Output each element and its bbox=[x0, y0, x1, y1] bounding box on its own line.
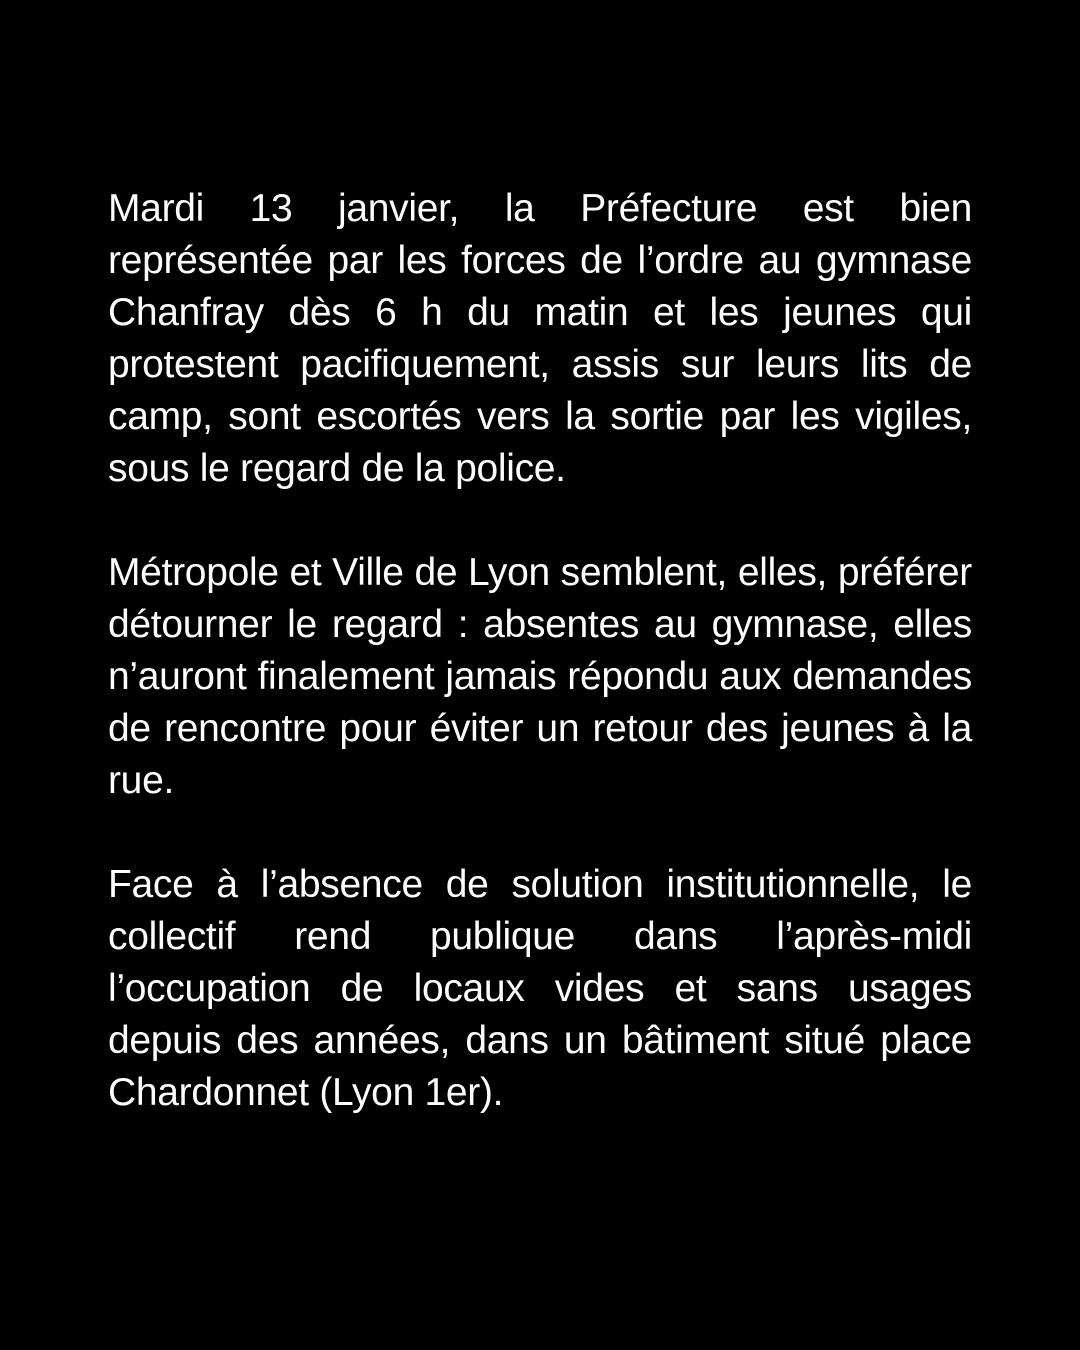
post-text-block bbox=[108, 183, 972, 1119]
paragraph-3: Face à l’absence de solution institutionnelle, le collectif rend publique dans l’après-midi l’occupation de locaux vides et sans usages depuis des années, dans un bâtiment situé place Chardonnet (Lyon 1er). bbox=[108, 863, 972, 1114]
paragraph-1: Mardi 13 janvier, la Préfecture est bien représentée par les forces de l’ordre au gymnase Chanfray dès 6 h du matin et les jeunes qui protestent pacifiquement, assis sur leurs lits de camp, sont escortés vers la sortie par les vigiles, sous le regard de la police. bbox=[108, 187, 972, 490]
paragraph-2: Métropole et Ville de Lyon semblent, elles, préférer détourner le regard : absentes au gymnase, elles n’auront finalement jamais répondu aux demandes de rencontre pour éviter un retour des jeunes à la rue. bbox=[108, 551, 972, 802]
